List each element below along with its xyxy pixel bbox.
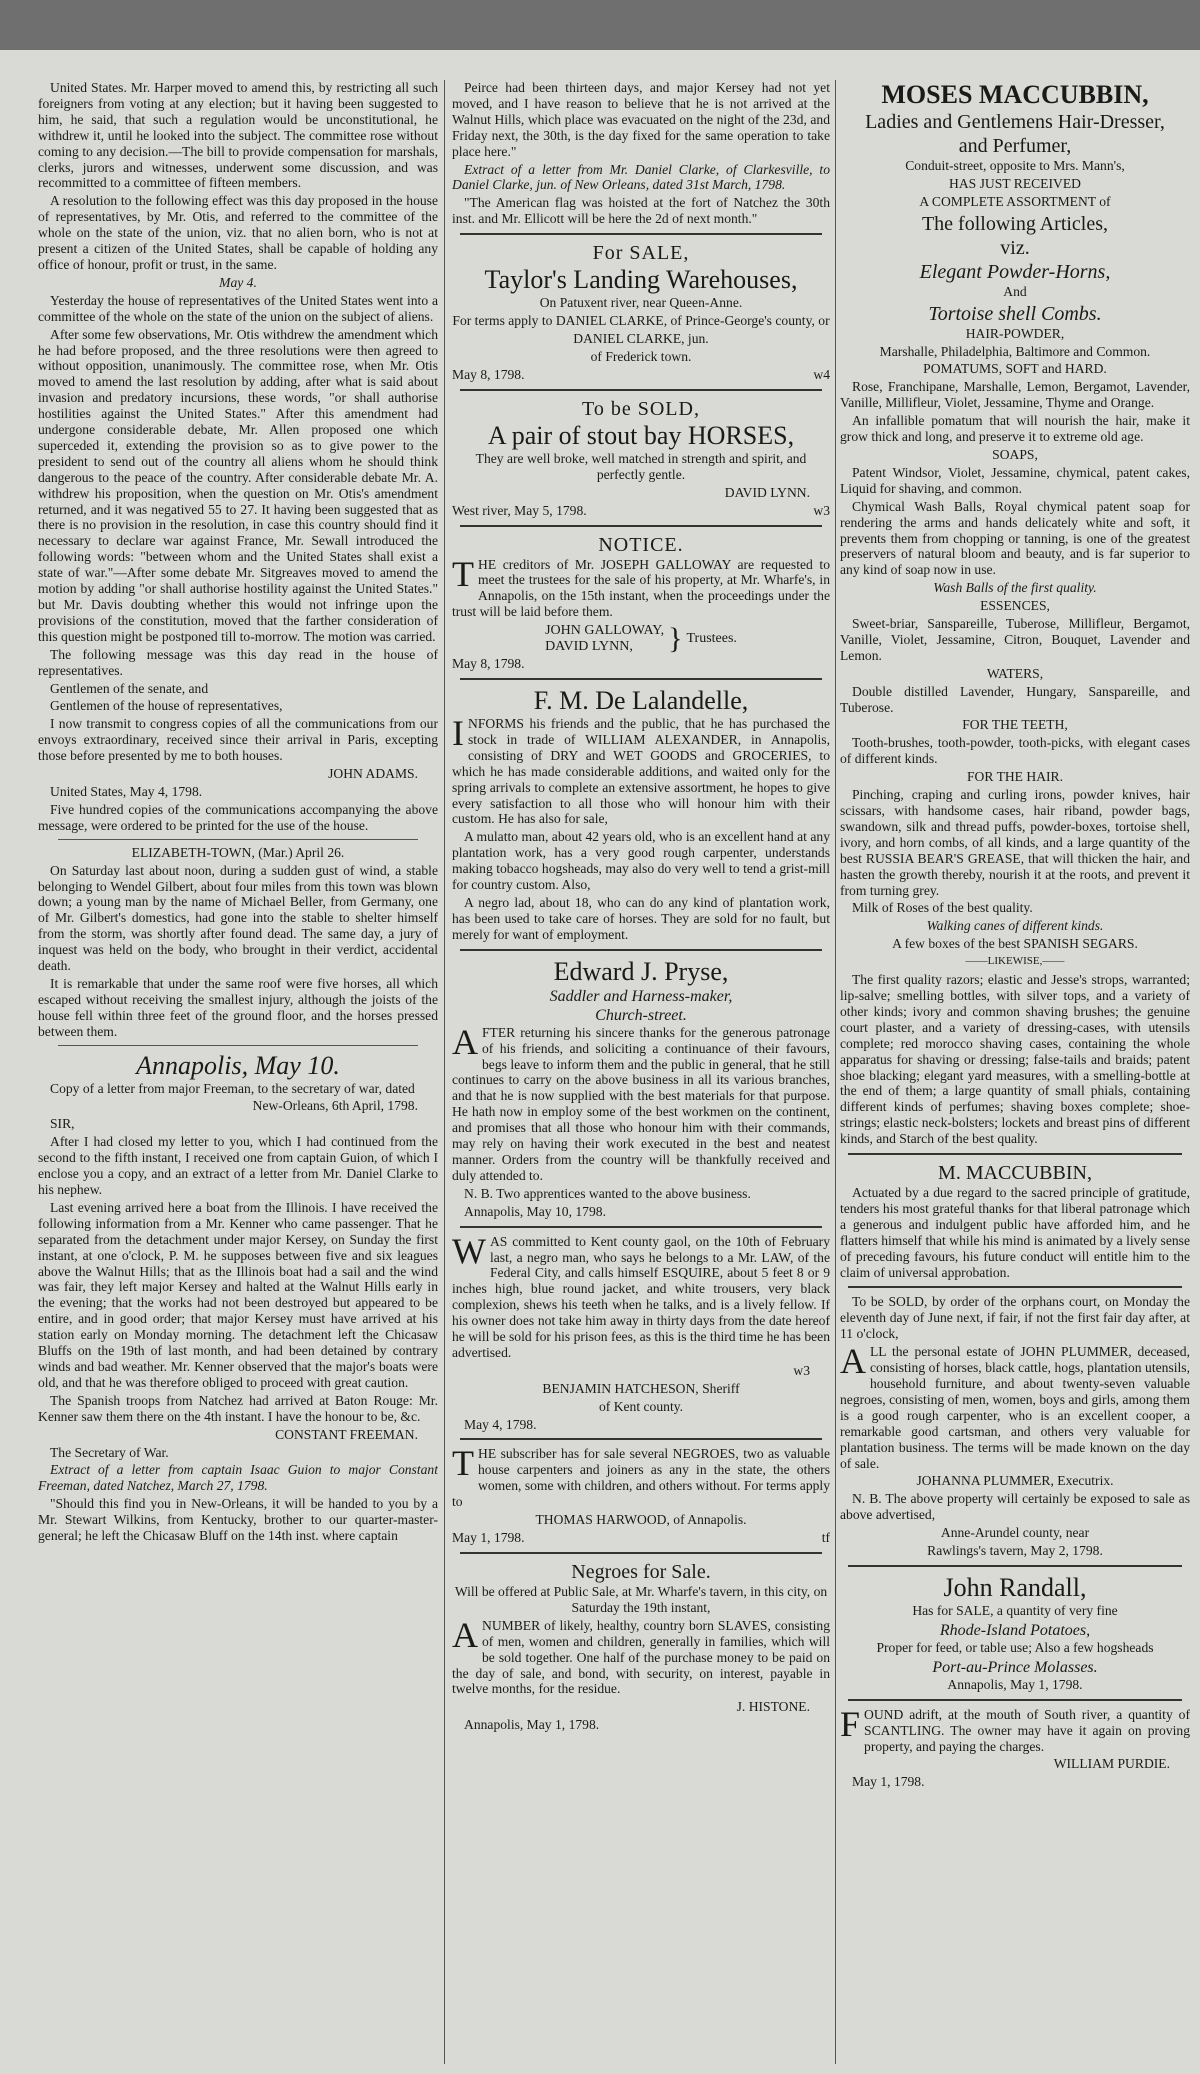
ad-line: For terms apply to DANIEL CLARKE, of Prince-George's county, or xyxy=(452,313,830,329)
ad-line: Has for SALE, a quantity of very fine xyxy=(912,1602,1118,1618)
article-paragraph: Last evening arrived here a boat from the Illinois. I have received the following information from a Mr. Kenner who came passenger. That he separated from the detachment under major Kersey, on Sunday the first instant, at one o'clock, P. M. he supposes between five and six leagues above the Walnut Hills; that as the Illinois boat had a sail and the wind was fair, they left major Kersey and halted at the Walnut Hills early in the evening; that the works had not been destroyed but appeared to be entire, and in good order; that major Kersey must have arrived at his station early on Monday morning. The detachment left the Chicasaw Bluffs on the 19th of last month, and had been detained by contrary winds and bad weather. Mr. Kenner observed that the major's boats were old, and that he was therefore obliged to proceed with great caution. xyxy=(38,1199,438,1390)
ad-body: FTER returning his sincere thanks for the generous patronage of his friends, and soliciting a continuance of their favours, begs leave to inform them and the public in general, that he still continues to carry on the above business in all its various branches, and that he is now supplied with the best materials for that purpose. He hath now in employ some of the best workmen on the continent, and promises that all those who honour him with their commands, may rely on having their work executed in the best and neatest manner. Orders from the country will be thankfully received and duly attended to. xyxy=(452,1024,830,1183)
ad-subtitle: The following Articles, xyxy=(921,212,1109,235)
salutation: SIR, xyxy=(50,1116,75,1132)
ad-subtitle: viz. xyxy=(1000,236,1030,259)
ad-body: Wash Balls of the first quality. xyxy=(933,580,1097,596)
article-paragraph: After some few observations, Mr. Otis withdrew the amendment which he had before proposed, and the three resolutions were then agreed to without opposition, unanimously. The committee rose, when Mr. Otis moved to amend the last resolution by adding, after what is said about invasion and predatory incursions, these words, "or shall authorise hostilities against the United States." After this amendment had undergone considerable debate, Mr. Allen proposed one which superceded it, extending the provision so as to give power to the president to send out of the country all aliens whom he should think dangerous to the peace of the country. After considerable debate Mr. A. withdrew his proposition, when the question on Mr. Otis's amendment returned, and it was negatived 55 to 27. It having been suggested that as there is no provision in the resolution, in case this country should find it necessary to declare war against France, Mr. Sewall introduced the following words: "between whom and the United States shall exist a state of war."—After some debate Mr. Sitgreaves moved to amend the motion by adding "or shall authorise hostility against the United States." but Mr. Davis doubting whether this would not infringe upon the provisions of the constitution, moved that the farther consideration of this question might be postponed till to-morrow. The motion was carried. xyxy=(38,326,438,644)
drop-cap: W xyxy=(452,1230,486,1271)
column-divider xyxy=(444,80,445,2064)
ad-title: Edward J. Pryse, xyxy=(553,956,729,986)
ad-body: A negro lad, about 18, who can do any kind of plantation work, has been used to take care of horses. They are sold for no fault, but merely for want of employment. xyxy=(452,895,830,942)
divider xyxy=(460,1552,822,1554)
ad-date: Rawlings's tavern, May 2, 1798. xyxy=(927,1543,1103,1559)
ad-notice xyxy=(452,533,830,673)
ad-line: of Frederick town. xyxy=(590,348,692,364)
ad-line: A COMPLETE ASSORTMENT of xyxy=(919,193,1111,209)
ad-body: Marshalle, Philadelphia, Baltimore and Common. xyxy=(879,343,1151,359)
section-heading: ELIZABETH-TOWN, (Mar.) April 26. xyxy=(131,844,345,860)
ad-section: POMATUMS, SOFT and HARD. xyxy=(923,361,1107,377)
signature: JOHANNA PLUMMER, Executrix. xyxy=(916,1473,1114,1489)
article-paragraph: After I had closed my letter to you, which I had continued from the second to the fifth instant, I received one from captain Guion, of which I enclose you a copy, and an extract of a letter from Mr. Daniel Clarke to his nephew. xyxy=(38,1134,438,1197)
divider xyxy=(58,1045,418,1046)
article-paragraph: The Secretary of War. xyxy=(50,1444,169,1460)
article-paragraph: United States. Mr. Harper moved to amend this, by restricting all such foreigners from voting at any election; but it having been suggested to him, he said, that such a regulation would be unconstitutional, he withdrew it, until he looked into the subject. The committee rose without coming to any decision.—The bill to provide compensation for marshals, clerks, jurors and witnesses, underwent some discussion, and was recommitted to a committee of fifteen members. xyxy=(38,80,438,191)
divider xyxy=(460,1438,822,1440)
article-paragraph: Peirce had been thirteen days, and major Kersey had not yet moved, and I have reason to believe that he is not arrived at the Walnut Hills, which place was evacuated on the night of the 23d, and Friday next, the 30th, is the day fixed for the same operation to take place here." xyxy=(452,80,830,159)
ad-lalandelle xyxy=(452,686,830,943)
article-paragraph: It is remarkable that under the same roof were five horses, all which escaped without receiving the smallest injury, although the joists of the house fell within three feet of the ground floor, and the horses pressed between them. xyxy=(38,975,438,1039)
section-heading: Annapolis, May 10. xyxy=(136,1050,340,1080)
ad-title: A pair of stout bay HORSES, xyxy=(487,420,795,450)
ad-heading: To be SOLD, xyxy=(582,397,700,420)
ad-maccubbin xyxy=(840,80,1190,1147)
article-paragraph: The following message was this day read in the house of representatives. xyxy=(38,646,438,678)
divider xyxy=(848,1286,1182,1288)
signature: THOMAS HARWOOD, of Annapolis. xyxy=(535,1512,747,1528)
ad-body: OUND adrift, at the mouth of South river, a quantity of SCANTLING. The owner may have it again on proving property, and paying the charges. xyxy=(864,1706,1190,1754)
ad-date: May 8, 1798. xyxy=(452,656,525,672)
ad-harwood xyxy=(452,1443,830,1546)
ad-title: Negroes for Sale. xyxy=(571,1561,711,1583)
ad-body: HE subscriber has for sale several NEGROES, two as valuable house carpenters and joiners as any in the state, the others women, some with children, and others without. For terms apply to xyxy=(452,1446,830,1510)
divider xyxy=(58,839,418,840)
ad-line: HAS JUST RECEIVED xyxy=(949,175,1081,191)
divider xyxy=(460,1226,822,1228)
ad-body: Chymical Wash Balls, Royal chymical patent soap for rendering the arms and hands delicately white and soft, it prevents them from chopping or tanning, is one of the greatest preservers of natural bloom and beauty, and is far superior to any kind of soap now in use. xyxy=(840,498,1190,578)
ad-date: May 8, 1798. xyxy=(452,366,525,382)
ad-line: And xyxy=(1003,283,1027,299)
article-paragraph: I now transmit to congress copies of all the communications from our envoys extraordinary, received since their arrival in Paris, excepting those before presented by me to both houses. xyxy=(38,716,438,764)
article-paragraph: The Spanish troops from Natchez had arrived at Baton Rouge: Mr. Kenner saw them there on the 4th instant. I have the honour to be, &c. xyxy=(38,1392,438,1424)
ad-date: West river, May 5, 1798. xyxy=(452,502,587,518)
ad-footer xyxy=(452,367,830,383)
ad-code: w3 xyxy=(813,502,830,518)
ad-body: LL the personal estate of JOHN PLUMMER, deceased, consisting of horses, black cattle, hogs, plantation utensils, household furniture, and about twenty-seven valuable negroes, consisting of men, women, boys and girls, among them is a good rough carpenter, who is an excellent cooper, a remarkable good cartsman, and others very valuable for plantation business. The terms will be made known on the day of sale. xyxy=(840,1344,1190,1471)
ad-horses xyxy=(452,397,830,519)
drop-cap: A xyxy=(840,1341,866,1382)
drop-cap: A xyxy=(452,1614,478,1655)
ad-body: AS committed to Kent county gaol, on the 10th of February last, a negro man, who says he belongs to a Mr. LAW, of the Federal City, and calls himself ESQUIRE, about 5 feet 8 or 9 inches high, blue round jacket, and white trousers, very black complexion, shews his teeth when he talks, and is a lively fellow. If his owner does not take him away in thirty days from the date hereof he will be sold for his prison fees, as this is the third time he has been advertised. xyxy=(452,1233,830,1360)
ad-line: To be SOLD, by order of the orphans court, on Monday the eleventh day of June next, if fair, if not the first fair day after, at 11 o'clock, xyxy=(840,1294,1190,1342)
article-paragraph: A resolution to the following effect was this day proposed in the house of representatives, by Mr. Otis, and referred to the committee of the whole on the state of the union, viz. that no alien born, who is not at present a citizen of the United States, shall be capable of holding any office of honour, profit or trust, in the same. xyxy=(38,193,438,272)
article-paragraph: "The American flag was hoisted at the fort of Natchez the 30th inst. and Mr. Ellicott will be here the 2d of next month." xyxy=(452,195,830,227)
ad-subtitle: and Perfumer, xyxy=(958,135,1072,157)
ad-body: Rose, Franchipane, Marshalle, Lemon, Bergamot, Lavender, Vanille, Millifleur, Violet, Jessamine, Thyme and Orange. xyxy=(840,379,1190,411)
ad-body: Sweet-briar, Sanspareille, Tuberose, Millifleur, Bergamot, Vanille, Violet, Jessamine, Citron, Bouquet, Lavender and Lemon. xyxy=(840,616,1190,663)
ad-section: FOR THE TEETH, xyxy=(962,717,1068,733)
trustee-role: Trustees. xyxy=(686,631,737,647)
ad-plummer xyxy=(840,1294,1190,1559)
ad-heading: NOTICE. xyxy=(598,533,684,556)
ad-warehouses xyxy=(452,241,830,383)
ad-subtitle: Ladies and Gentlemens Hair-Dresser, xyxy=(865,111,1165,133)
ad-date: May 1, 1798. xyxy=(852,1774,925,1790)
ad-line: Will be offered at Public Sale, at Mr. Wharfe's tavern, in this city, on Saturday the 19th instant, xyxy=(454,1584,828,1615)
column-news xyxy=(38,80,438,2064)
trustee-name: JOHN GALLOWAY, xyxy=(545,623,665,639)
column-divider xyxy=(835,80,836,2064)
ad-subtitle: Rhode-Island Potatoes, xyxy=(939,1621,1091,1639)
ad-maccubbin-thanks xyxy=(840,1161,1190,1280)
newspaper-page xyxy=(0,50,1200,2074)
ad-section: SOAPS, xyxy=(992,446,1038,462)
ad-body: Milk of Roses of the best quality. xyxy=(852,900,1033,916)
ad-title: M. MACCUBBIN, xyxy=(938,1162,1092,1185)
signature: JOHN ADAMS. xyxy=(328,766,418,782)
ad-title: Taylor's Landing Warehouses, xyxy=(484,265,798,295)
divider xyxy=(848,1699,1182,1701)
ad-section: ESSENCES, xyxy=(980,598,1050,614)
ad-body: Tooth-brushes, tooth-powder, tooth-picks, with elegant cases of different kinds. xyxy=(840,735,1190,767)
salutation: Gentlemen of the senate, and xyxy=(50,680,209,696)
ad-code: w3 xyxy=(793,1362,810,1378)
ad-scantling xyxy=(840,1703,1190,1791)
divider xyxy=(460,525,822,527)
divider xyxy=(460,678,822,680)
ad-title: MOSES MACCUBBIN, xyxy=(881,80,1149,109)
ad-body: NFORMS his friends and the public, that he has purchased the stock in trade of WILLIAM ALEXANDER, in Annapolis, consisting of DRY and WET GOODS and GROCERIES, to which he has made considerable additions, and waited only for the spring arrivals to complete an extensive assortment, he hopes to give every satisfaction to all those who will honour him with their custom. He has also for sale, xyxy=(452,716,830,827)
ad-pryse xyxy=(452,957,830,1220)
drop-cap: A xyxy=(452,1021,478,1062)
ad-code: tf xyxy=(821,1530,830,1545)
ad-line: On Patuxent river, near Queen-Anne. xyxy=(539,295,743,311)
ad-body: Actuated by a due regard to the sacred principle of gratitude, tenders his most grateful thanks for that liberal patronage which a generous and indulgent public have afforded him, and he flatters himself that while his mind is animated by a lively sense of preceding favours, his future conduct will entitle him to the claim of universal approbation. xyxy=(840,1185,1190,1280)
signature: J. HISTONE. xyxy=(736,1699,810,1715)
drop-cap: F xyxy=(840,1703,861,1744)
ad-date: May 4, 1798. xyxy=(464,1416,537,1432)
article-paragraph: Copy of a letter from major Freeman, to the secretary of war, dated xyxy=(50,1080,415,1096)
article-paragraph: On Saturday last about noon, during a sudden gust of wind, a stable belonging to Wendel Gilbert, about four miles from this town was blown down; a young man by the name of Michael Beller, from Germany, one of Mr. Gilbert's domestics, had gone into the stable to shelter himself from the storm, was shortly after found dead. The same day, a jury of inquest was held on the body, who brought in their verdict, accidental death. xyxy=(38,862,438,974)
ad-subtitle: Tortoise shell Combs. xyxy=(928,302,1102,325)
ad-subtitle: Elegant Powder-Horns, xyxy=(919,260,1111,283)
ad-body: N. B. The above property will certainly be exposed to sale as above advertised, xyxy=(840,1491,1190,1523)
ad-body: HE creditors of Mr. JOSEPH GALLOWAY are requested to meet the trustees for the sale of his property, at Mr. Wharfe's, in Annapolis, on the 15th instant, when the proceedings under the trust will be laid before them. xyxy=(452,556,830,620)
divider xyxy=(848,1153,1182,1155)
ad-body: Pinching, craping and curling irons, powder knives, hair scissars, with handsome cases, hair riband, powder bags, swandown, silk and thread puffs, powder-boxes, tortoise shell, ivory, and horn combs, of all kinds, and a large quantity of the best RUSSIA BEAR'S GREASE, that will thicken the hair, and hasten the growth thereby, nourish it at the roots, and prevent it from turning grey. xyxy=(840,787,1190,898)
trustee-name: DAVID LYNN, xyxy=(545,639,633,655)
ad-title: F. M. De Lalandelle, xyxy=(533,686,749,716)
ad-body: Patent Windsor, Violet, Jessamine, chymical, patent cakes, Liquid for shaving, and common. xyxy=(840,464,1190,496)
signature: CONSTANT FREEMAN. xyxy=(275,1426,418,1442)
ad-section: ——LIKEWISE,—— xyxy=(965,955,1065,968)
article-paragraph: "Should this find you in New-Orleans, it will be handed to you by a Mr. Stewart Wilkins, from Kentucky, brother to our quarter-master-general; he left the Chicasaw Bluff on the 14th inst. where captain xyxy=(38,1496,438,1544)
ad-body: Double distilled Lavender, Hungary, Sanspareille, and Tuberose. xyxy=(840,683,1190,715)
ad-body: The first quality razors; elastic and Jesse's strops, warranted; lip-salve; smelling bottles, with silver tops, and a variety of other kinds; ivory and common shaving brushes; the genuine court plaster, and a variety of dressing-cases, with utensils complete; red morocco shaving cases, containing the whole apparatus for shaving or dressing; false-tails and braids; patent shoe blacking; elegant yard measures, with a smelling-bottle at the end of them; a large quantity of small phials, containing different kinds of perfumes; shaving boxes complete; shoe-strings; elastic neck-bolsters; lockets and breast pins of different kinds, and Starch of the best quality. xyxy=(840,972,1190,1147)
ad-section: FOR THE HAIR. xyxy=(966,769,1064,785)
ad-section: HAIR-POWDER, xyxy=(965,325,1065,341)
ad-footer xyxy=(452,1530,830,1546)
dateline: New-Orleans, 6th April, 1798. xyxy=(252,1098,418,1114)
signature: BENJAMIN HATCHESON, Sheriff xyxy=(542,1380,740,1396)
ad-line: They are well broke, well matched in strength and spirit, and perfectly gentle. xyxy=(475,450,807,482)
ad-negroes-sale xyxy=(452,1560,830,1733)
ad-body: NUMBER of likely, healthy, country born SLAVES, consisting of men, women and children, generally in families, which will be sold together. One half of the purchase money to be paid on the day of sale, and bond, with security, on interest, payable in twelve months, for the residue. xyxy=(452,1617,830,1697)
ad-footer xyxy=(452,503,830,519)
article-paragraph: Five hundred copies of the communications accompanying the above message, were ordered to be printed for the use of the house. xyxy=(38,801,438,833)
ad-code: w4 xyxy=(813,366,830,382)
ad-date: Annapolis, May 1, 1798. xyxy=(464,1717,600,1733)
ad-line: Conduit-street, opposite to Mrs. Mann's, xyxy=(905,158,1125,173)
article-paragraph: Yesterday the house of representatives of the United States went into a committee of the whole on the state of the union on the subject of aliens. xyxy=(38,292,438,324)
divider xyxy=(460,233,822,235)
ad-location: Anne-Arundel county, near xyxy=(940,1525,1090,1541)
dateline: United States, May 4, 1798. xyxy=(50,783,203,799)
drop-cap: T xyxy=(452,1443,474,1484)
ad-body: An infallible pomatum that will nourish the hair, make it grow thick and long, and preserve it to extreme old age. xyxy=(840,413,1190,445)
ad-body: A mulatto man, about 42 years old, who is an excellent hand at any plantation work, has a very good rough carpenter, understands making tobacco hogsheads, may also do very well to tend a grist-mill for country custom. Also, xyxy=(452,829,830,893)
trustees-block: JOHN GALLOWAY, DAVID LYNN, } Trustees. xyxy=(545,622,737,656)
ad-date: Annapolis, May 10, 1798. xyxy=(464,1203,606,1219)
divider xyxy=(460,949,822,951)
ad-line: Proper for feed, or table use; Also a few hogsheads xyxy=(876,1639,1154,1655)
ad-subtitle: Saddler and Harness-maker, xyxy=(549,987,733,1005)
ad-subtitle: Church-street. xyxy=(595,1006,687,1024)
ad-date: Annapolis, May 1, 1798. xyxy=(947,1676,1083,1692)
ad-body: A few boxes of the best SPANISH SEGARS. xyxy=(892,936,1138,952)
column-mixed xyxy=(452,80,830,2064)
drop-cap: T xyxy=(452,553,474,594)
drop-cap: I xyxy=(452,713,464,754)
divider xyxy=(460,389,822,391)
signature: DAVID LYNN. xyxy=(724,484,810,500)
ad-committed xyxy=(452,1230,830,1433)
ad-date: May 1, 1798. xyxy=(452,1530,525,1545)
ad-title: John Randall, xyxy=(943,1572,1087,1602)
salutation: Gentlemen of the house of representatives, xyxy=(50,698,283,714)
column-ads xyxy=(840,80,1190,2064)
ad-section: WATERS, xyxy=(986,665,1044,681)
ad-body: N. B. Two apprentices wanted to the above business. xyxy=(464,1185,751,1201)
ad-body: Walking canes of different kinds. xyxy=(926,918,1104,934)
signature: WILLIAM PURDIE. xyxy=(1053,1756,1170,1772)
article-paragraph: Extract of a letter from captain Isaac Guion to major Constant Freeman, dated Natchez, March 27, 1798. xyxy=(38,1462,438,1494)
divider xyxy=(848,1565,1182,1567)
ad-subtitle: Port-au-Prince Molasses. xyxy=(932,1658,1098,1676)
signature: of Kent county. xyxy=(598,1398,684,1414)
article-paragraph: Extract of a letter from Mr. Daniel Clarke, of Clarkesville, to Daniel Clarke, jun. of New Orleans, dated 31st March, 1798. xyxy=(452,161,830,193)
ad-heading: For SALE, xyxy=(592,242,690,265)
dateline: May 4. xyxy=(219,274,257,290)
ad-randall xyxy=(840,1573,1190,1693)
ad-line: DANIEL CLARKE, jun. xyxy=(573,330,709,346)
